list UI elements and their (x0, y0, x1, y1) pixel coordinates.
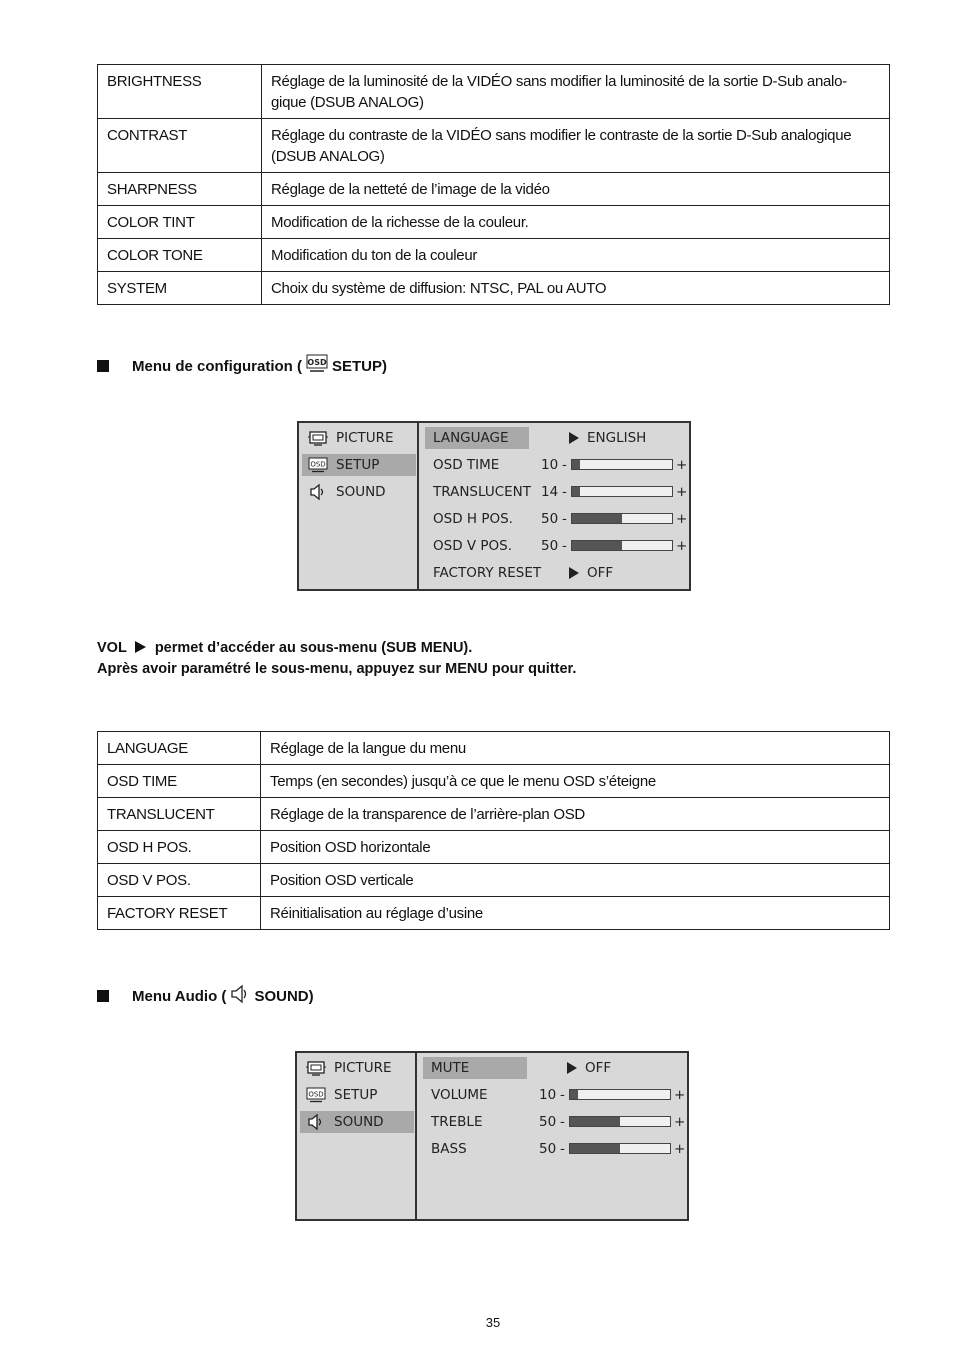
osd-row-language[interactable] (421, 427, 691, 449)
minus-sign: - (560, 1087, 565, 1103)
setting-description: Position OSD verticale (261, 864, 890, 897)
setting-name: TRANSLUCENT (98, 798, 261, 831)
slider-value: 50 (541, 538, 559, 554)
setting-name: BRIGHTNESS (98, 65, 262, 119)
osd-row-osd-h-pos[interactable] (421, 508, 691, 530)
minus-sign: - (560, 1141, 565, 1157)
setting-name: SHARPNESS (98, 173, 262, 206)
slider-value: 10 (539, 1087, 557, 1103)
table-row (98, 897, 890, 930)
setup-menu-heading (97, 354, 387, 378)
svg-text:OSD: OSD (308, 1090, 324, 1099)
plus-sign: + (674, 1087, 686, 1103)
plus-sign: + (676, 511, 688, 527)
level-bar[interactable] (571, 513, 673, 524)
osd-row-volume[interactable] (419, 1084, 689, 1106)
setting-name: CONTRAST (98, 119, 262, 173)
osd-menu-item-sound[interactable] (300, 1111, 414, 1133)
osd-row-treble[interactable] (419, 1111, 689, 1133)
setting-description: Réglage de la transparence de l’arrière-plan OSD (261, 798, 890, 831)
vol-label: VOL (97, 640, 127, 656)
slider-value: 10 (541, 457, 559, 473)
osd-setup-panel (297, 421, 691, 591)
setting-name: OSD TIME (98, 765, 261, 798)
submenu-value-text: OFF (585, 1060, 612, 1076)
sound-menu-heading (97, 983, 314, 1009)
bullet-square (97, 360, 109, 372)
osd-menu-item-picture[interactable] (300, 1057, 414, 1079)
osd-menu-item-label: SOUND (336, 484, 386, 500)
submenu-value (569, 565, 613, 581)
osd-menu-item-setup[interactable] (302, 454, 416, 476)
minus-sign: - (562, 457, 567, 473)
svg-text:OSD: OSD (310, 460, 326, 469)
vol-note (97, 638, 576, 680)
slider-value: 50 (539, 1114, 557, 1130)
slider-value: 50 (539, 1141, 557, 1157)
setting-description: Réinitialisation au réglage d’usine (261, 897, 890, 930)
page-number: 35 (485, 1315, 501, 1330)
setting-description: Modification de la richesse de la couleur. (262, 206, 890, 239)
osd-row-label: TRANSLUCENT (433, 484, 532, 500)
level-bar-fill (572, 541, 622, 550)
table-row (98, 173, 890, 206)
table-row (98, 272, 890, 305)
osd-icon (305, 1087, 327, 1103)
osd-row-label: OSD TIME (433, 457, 500, 473)
level-bar-fill (570, 1090, 578, 1099)
level-bar[interactable] (569, 1143, 671, 1154)
bullet-square (97, 990, 109, 1002)
submenu-value (569, 430, 646, 446)
osd-sound-panel (295, 1051, 689, 1221)
setting-description: Temps (en secondes) jusqu’à ce que le menu OSD s’éteigne (261, 765, 890, 798)
level-bar-fill (572, 514, 622, 523)
submenu-value-text: ENGLISH (587, 430, 647, 446)
level-bar-fill (570, 1117, 620, 1126)
minus-sign: - (562, 538, 567, 554)
setting-description: Réglage de la langue du menu (261, 732, 890, 765)
table-row (98, 831, 890, 864)
osd-row-factory-reset[interactable] (421, 562, 691, 584)
setting-description: Choix du système de diffusion: NTSC, PAL ou AUTO (262, 272, 890, 305)
osd-menu-item-picture[interactable] (302, 427, 416, 449)
setting-description: Réglage de la luminosité de la VIDÉO sans modifier la luminosité de la sortie D-Sub analo-gique (DSUB ANALOG) (262, 65, 890, 119)
speaker-icon (230, 983, 250, 1009)
osd-icon (306, 354, 328, 378)
osd-menu-item-label: PICTURE (336, 430, 394, 446)
table-row (98, 65, 890, 119)
setting-name: OSD V POS. (98, 864, 261, 897)
heading-prefix: Menu Audio ( (132, 987, 227, 1005)
osd-row-bass[interactable] (419, 1138, 689, 1160)
level-bar[interactable] (571, 540, 673, 551)
setup-settings-table (97, 731, 890, 930)
osd-menu-item-sound[interactable] (302, 481, 416, 503)
setting-description: Position OSD horizontale (261, 831, 890, 864)
play-triangle-icon (569, 432, 579, 444)
osd-row-label: LANGUAGE (425, 427, 529, 449)
osd-menu-item-label: PICTURE (334, 1060, 392, 1076)
table-row (98, 765, 890, 798)
plus-sign: + (674, 1141, 686, 1157)
osd-row-label: BASS (431, 1141, 467, 1157)
plus-sign: + (676, 457, 688, 473)
osd-icon (307, 457, 329, 473)
level-bar[interactable] (571, 459, 673, 470)
picture-icon (305, 1060, 327, 1076)
osd-menu-item-label: SOUND (334, 1114, 384, 1130)
submenu-value-text: OFF (587, 565, 614, 581)
osd-menu-item-label: SETUP (334, 1087, 378, 1103)
heading-prefix: Menu de configuration ( (132, 357, 302, 375)
osd-row-mute[interactable] (419, 1057, 689, 1079)
table-row (98, 239, 890, 272)
speaker-icon (305, 1114, 327, 1130)
picture-icon (307, 430, 329, 446)
table-row (98, 798, 890, 831)
osd-row-label: TREBLE (431, 1114, 483, 1130)
note-line-2: Après avoir paramétré le sous-menu, appuyez sur MENU pour quitter. (97, 661, 577, 677)
osd-row-osd-v-pos[interactable] (421, 535, 691, 557)
heading-suffix: SETUP) (332, 357, 388, 375)
plus-sign: + (674, 1114, 686, 1130)
level-bar-fill (572, 460, 580, 469)
setting-name: FACTORY RESET (98, 897, 261, 930)
level-bar[interactable] (571, 486, 673, 497)
video-settings-table (97, 64, 890, 305)
setting-description: Réglage de la netteté de l’image de la vidéo (262, 173, 890, 206)
setting-description: Réglage du contraste de la VIDÉO sans modifier le contraste de la sortie D-Sub analogique (DSUB ANALOG) (262, 119, 890, 173)
slider-value: 14 (541, 484, 559, 500)
plus-sign: + (676, 538, 688, 554)
osd-sidebar (299, 423, 419, 589)
minus-sign: - (560, 1114, 565, 1130)
level-bar[interactable] (569, 1089, 671, 1100)
level-bar-fill (572, 487, 580, 496)
svg-text:OSD: OSD (307, 358, 327, 367)
osd-row-translucent[interactable] (421, 481, 691, 503)
osd-row-label: MUTE (423, 1057, 527, 1079)
play-triangle-icon (567, 1062, 577, 1074)
table-row (98, 732, 890, 765)
minus-sign: - (562, 484, 567, 500)
table-row (98, 119, 890, 173)
play-triangle-icon (569, 567, 579, 579)
setting-name: OSD H POS. (98, 831, 261, 864)
osd-sidebar (297, 1053, 417, 1219)
osd-menu-item-setup[interactable] (300, 1084, 414, 1106)
table-row (98, 864, 890, 897)
note-line-1: permet d’accéder au sous-menu (SUB MENU). (154, 640, 473, 656)
osd-row-label: OSD H POS. (433, 511, 513, 527)
osd-row-label: VOLUME (431, 1087, 488, 1103)
plus-sign: + (676, 484, 688, 500)
level-bar-fill (570, 1144, 620, 1153)
setting-name: LANGUAGE (98, 732, 261, 765)
level-bar[interactable] (569, 1116, 671, 1127)
heading-suffix: SOUND) (254, 987, 314, 1005)
osd-row-label: OSD V POS. (433, 538, 513, 554)
setting-name: SYSTEM (98, 272, 262, 305)
speaker-icon (307, 484, 329, 500)
setting-name: COLOR TONE (98, 239, 262, 272)
osd-row-osd-time[interactable] (421, 454, 691, 476)
submenu-value (567, 1060, 611, 1076)
slider-value: 50 (541, 511, 559, 527)
setting-description: Modification du ton de la couleur (262, 239, 890, 272)
osd-row-label: FACTORY RESET (433, 565, 542, 581)
setting-name: COLOR TINT (98, 206, 262, 239)
minus-sign: - (562, 511, 567, 527)
play-triangle-icon (135, 641, 146, 653)
osd-menu-item-label: SETUP (336, 457, 380, 473)
table-row (98, 206, 890, 239)
